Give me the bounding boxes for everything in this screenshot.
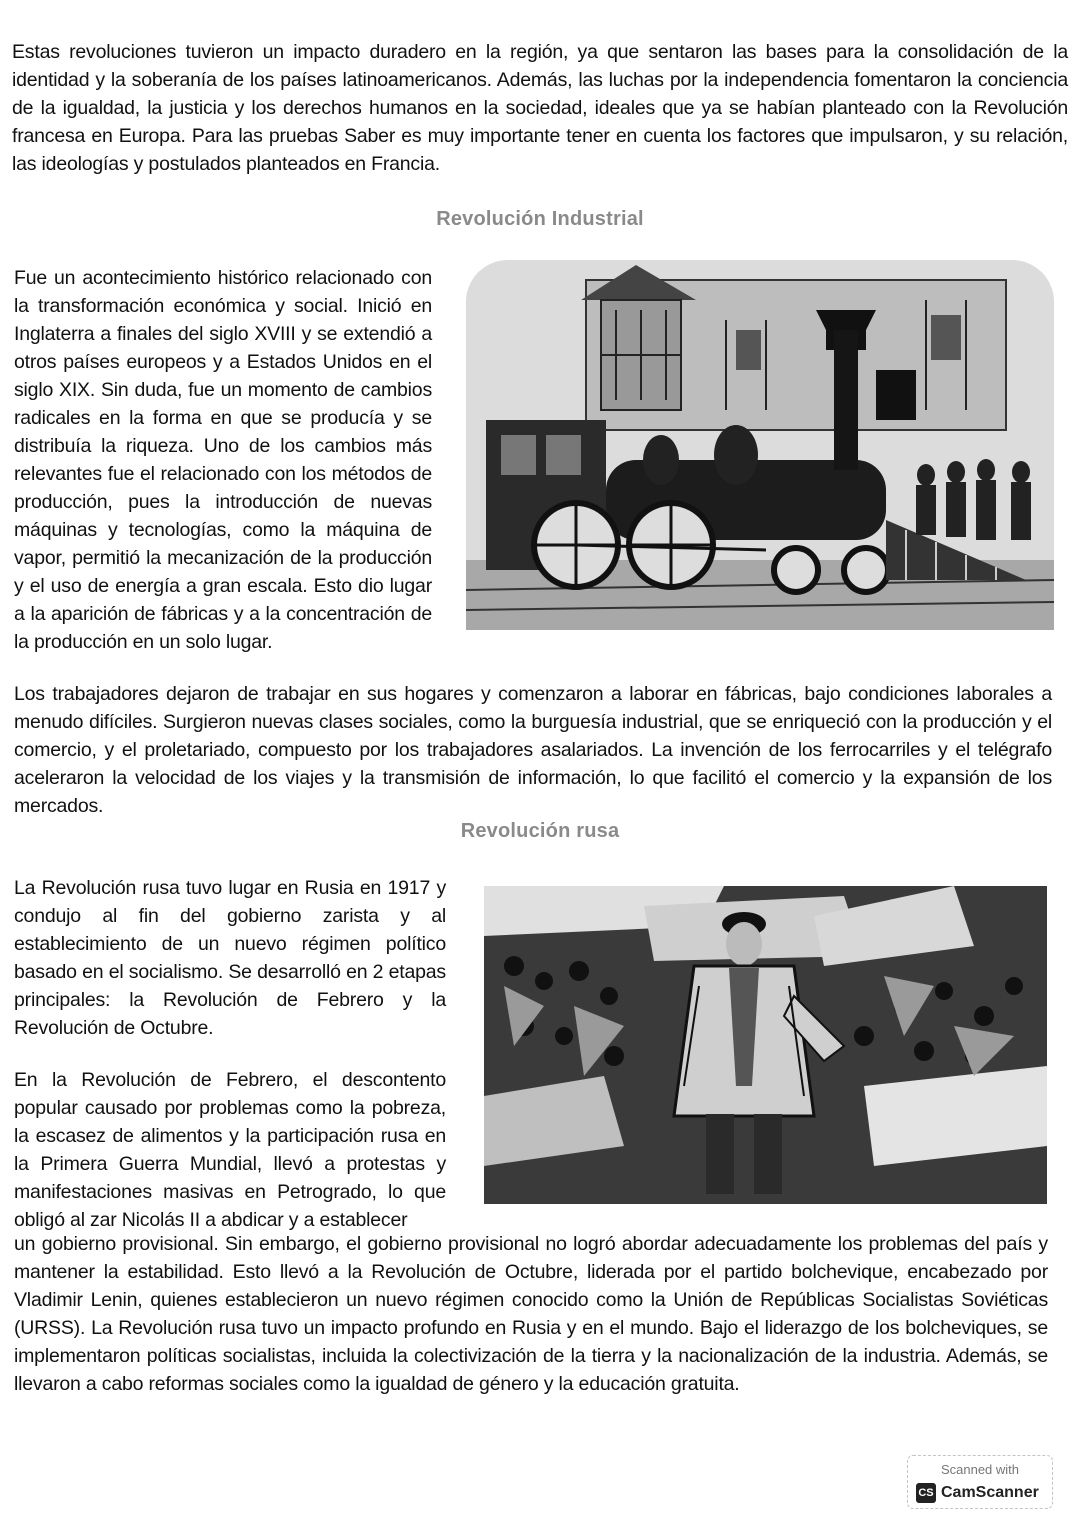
russian-paragraph-2-full: un gobierno provisional. Sin embargo, el gobierno provisional no logró abordar adecuadamente los problemas del país y mantener la estabilidad. Esto llevó a la Revolución de Octubre, liderada por el partido bolchevique, encabezado por Vladimir Lenin, quienes establecieron un nuevo régimen conocido como la Unión de Repúblicas Socialistas Soviéticas (URSS). La Revolución rusa tuvo un impacto profundo en Rusia y en el mundo. Bajo el liderazgo de los bolcheviques, se implementaron políticas socialistas, incluida la colectivización de la tierra y la nacionalización de la industria. Además, se llevaron a cabo reformas sociales como la igualdad de género y la educación gratuita. bbox=[14, 1233, 1048, 1395]
russian-paragraph-1: La Revolución rusa tuvo lugar en Rusia en 1917 y condujo al fin del gobierno zarista y al establecimiento de un nuevo régimen político basado en el socialismo. Se desarrolló en 2 etapas principales: la Revolución de Febrero y la Revolución de Octubre. bbox=[14, 877, 446, 1039]
watermark-caption: Scanned with bbox=[940, 1462, 1020, 1477]
intro-paragraph: Estas revoluciones tuvieron un impacto duradero en la región, ya que sentaron las bases para la consolidación de la identidad y la soberanía de los países latinoamericanos. Además, las luchas por la independencia fomentaron la conciencia de la igualdad, la justicia y los derechos humanos en la sociedad, ideales que ya se habían planteado con la Revolución francesa en Europa. Para las pruebas Saber es muy importante tener en cuenta los factores que impulsaron, y su relación, las ideologías y postulados planteados en Francia. bbox=[12, 41, 1068, 175]
industrial-paragraph-2: Los trabajadores dejaron de trabajar en sus hogares y comenzaron a laborar en fábricas, bajo condiciones laborales a menudo difíciles. Surgieron nuevas clases sociales, como la burguesía industrial, que se enriqueció con la producción y el comercio, y el proletariado, compuesto por los trabajadores asalariados. La invención de los ferrocarriles y el telégrafo aceleraron la velocidad de los viajes y la transmisión de información, lo que facilitó el comercio y la expansión de los mercados. bbox=[14, 683, 1052, 817]
lenin-revolution-poster bbox=[484, 886, 1047, 1204]
camscanner-watermark bbox=[907, 1455, 1053, 1509]
watermark-brand-name: CamScanner bbox=[941, 1484, 1039, 1501]
russian-paragraph-2-wrapped: En la Revolución de Febrero, el descontento popular causado por problemas como la pobreza, la escasez de alimentos y la participación rusa en la Primera Guerra Mundial, llevó a protestas y manifestaciones masivas en Petrogrado, lo que obligó al zar Nicolás II a abdicar y a establecer bbox=[14, 1069, 446, 1231]
industrial-paragraph-1: Fue un acontecimiento histórico relacionado con la transformación económica y social. Inició en Inglaterra a finales del siglo XVIII y se extendió a otros países europeos y a Estados Unidos en el siglo XIX. Sin duda, fue un momento de cambios radicales en la forma en que se producía y se distribuía la riqueza. Uno de los cambios más relevantes fue el relacionado con los métodos de producción, pues la introducción de nuevas máquinas y tecnologías, como la máquina de vapor, permitió la mecanización de la producción y el uso de energía a gran escala. Esto dio lugar a la aparición de fábricas y a la concentración de la producción en un solo lugar. bbox=[14, 267, 432, 653]
section-heading-russian: Revolución rusa bbox=[460, 820, 620, 842]
section-heading-industrial: Revolución Industrial bbox=[436, 208, 644, 230]
steam-locomotive-illustration bbox=[466, 260, 1054, 630]
camscanner-logo-icon: CS bbox=[916, 1483, 936, 1503]
watermark-brand-row bbox=[916, 1482, 1039, 1504]
